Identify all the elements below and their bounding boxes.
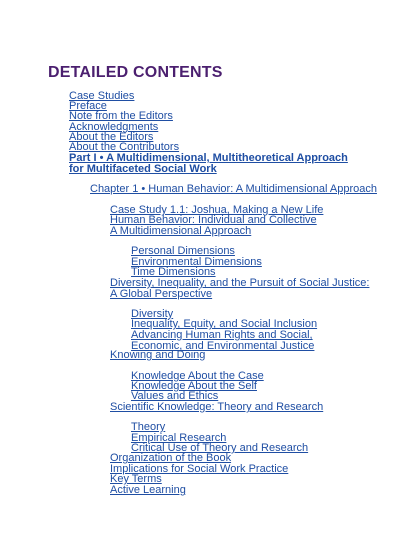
toc-link-knowledge-about-self[interactable]: Knowledge About the Self xyxy=(131,380,257,392)
toc-link-human-behavior[interactable]: Human Behavior: Individual and Collective xyxy=(110,214,317,226)
toc-link-scientific-knowledge[interactable]: Scientific Knowledge: Theory and Research xyxy=(110,401,324,413)
toc-link-knowing-and-doing[interactable]: Knowing and Doing xyxy=(110,349,206,361)
toc-link-part-1[interactable]: Part I • A Multidimensional, Multitheoretical Approach for Multifaceted Social Work xyxy=(69,152,348,175)
toc-link-values-and-ethics[interactable]: Values and Ethics xyxy=(131,390,219,402)
toc-link-note-from-editors[interactable]: Note from the Editors xyxy=(69,110,173,122)
toc-link-inequality-equity[interactable]: Inequality, Equity, and Social Inclusion xyxy=(131,318,318,330)
toc-link-case-studies[interactable]: Case Studies xyxy=(69,90,135,102)
toc-link-chapter-1[interactable]: Chapter 1 • Human Behavior: A Multidimensional Approach xyxy=(90,183,377,195)
toc-link-time-dimensions[interactable]: Time Dimensions xyxy=(131,266,216,278)
toc-link-diversity-inequality[interactable]: Diversity, Inequality, and the Pursuit of Social Justice: A Global Perspective xyxy=(110,277,370,300)
toc-link-theory[interactable]: Theory xyxy=(131,421,166,433)
toc-link-critical-use-theory[interactable]: Critical Use of Theory and Research xyxy=(131,442,309,454)
toc-link-organization-of-book[interactable]: Organization of the Book xyxy=(110,452,232,464)
toc-link-personal-dimensions[interactable]: Personal Dimensions xyxy=(131,245,235,257)
toc-link-acknowledgments[interactable]: Acknowledgments xyxy=(69,121,159,133)
toc-link-case-study-1-1[interactable]: Case Study 1.1: Joshua, Making a New Life xyxy=(110,204,324,216)
toc-link-preface[interactable]: Preface xyxy=(69,100,107,112)
page-title: DETAILED CONTENTS xyxy=(48,64,223,81)
toc-link-diversity[interactable]: Diversity xyxy=(131,308,174,320)
toc-link-advancing-human-rights[interactable]: Advancing Human Rights and Social, Economic, and Environmental Justice xyxy=(131,329,315,352)
toc-link-about-contributors[interactable]: About the Contributors xyxy=(69,141,180,153)
toc-link-active-learning[interactable]: Active Learning xyxy=(110,484,186,496)
toc-link-empirical-research[interactable]: Empirical Research xyxy=(131,432,227,444)
toc-link-environmental-dimensions[interactable]: Environmental Dimensions xyxy=(131,256,262,268)
toc-link-key-terms[interactable]: Key Terms xyxy=(110,473,162,485)
toc-link-human-behavior-cont[interactable]: A Multidimensional Approach xyxy=(110,225,252,237)
toc-link-implications-practice[interactable]: Implications for Social Work Practice xyxy=(110,463,289,475)
toc-link-knowledge-about-case[interactable]: Knowledge About the Case xyxy=(131,370,264,382)
toc-link-about-editors[interactable]: About the Editors xyxy=(69,131,154,143)
